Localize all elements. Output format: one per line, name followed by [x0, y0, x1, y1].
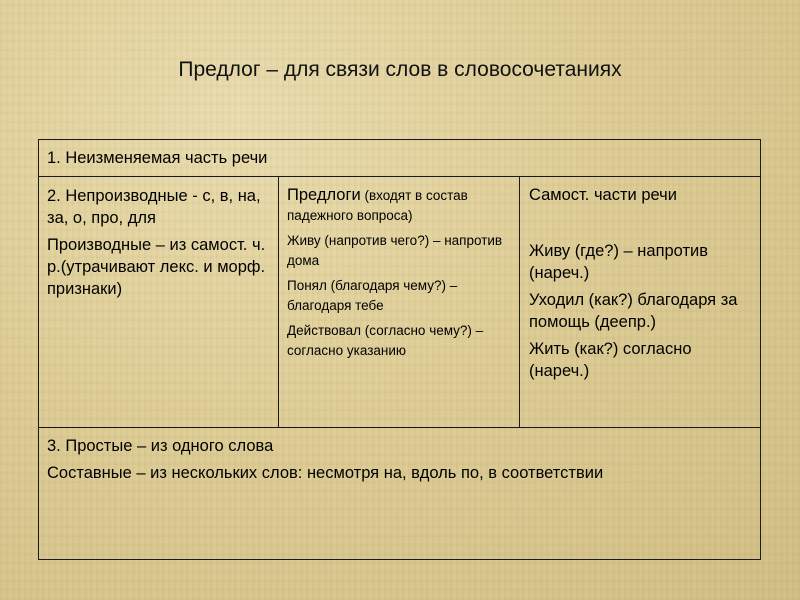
- derived-text: Производные – из самост. ч. р.(утрачивают лекс. и морф. признаки): [47, 236, 266, 298]
- simple-text: 3. Простые – из одного слова: [47, 437, 274, 455]
- table-row: [39, 177, 760, 428]
- cell-independent-parts: [520, 177, 760, 427]
- prepositions-heading-sub: (входят в состав падежного вопроса): [287, 188, 468, 223]
- preposition-example: Живу (напротив чего?) – напротив дома: [287, 233, 503, 268]
- cell-prepositions: [279, 177, 520, 427]
- table-row: [39, 140, 760, 177]
- prepositions-heading: [287, 184, 513, 226]
- preposition-example: Действовал (согласно чему?) – согласно указанию: [287, 323, 484, 358]
- slide-title: Предлог – для связи слов в словосочетаниях: [178, 58, 622, 81]
- preposition-table: [38, 139, 761, 560]
- compound-text: Составные – из нескольких слов: несмотря на, вдоль по, в соответствии: [47, 464, 604, 482]
- structure-types: [39, 428, 760, 484]
- row1-text: 1. Неизменяемая часть речи: [47, 149, 268, 167]
- preposition-example: Понял (благодаря чему?) – благодаря тебе: [287, 278, 458, 313]
- independent-example: Живу (где?) – напротив (нареч.): [529, 242, 709, 282]
- independent-example: Уходил (как?) благодаря за помощь (деепр.): [529, 291, 738, 331]
- independent-example: Жить (как?) согласно (нареч.): [529, 340, 692, 380]
- non-derived-text: 2. Непроизводные - с, в, на, за, о, про, для: [47, 187, 261, 227]
- prepositions-heading-main: Предлоги: [287, 186, 361, 204]
- table-row: [39, 428, 760, 559]
- cell-derivation-types: [39, 177, 279, 427]
- independent-heading: Самост. части речи: [529, 186, 677, 204]
